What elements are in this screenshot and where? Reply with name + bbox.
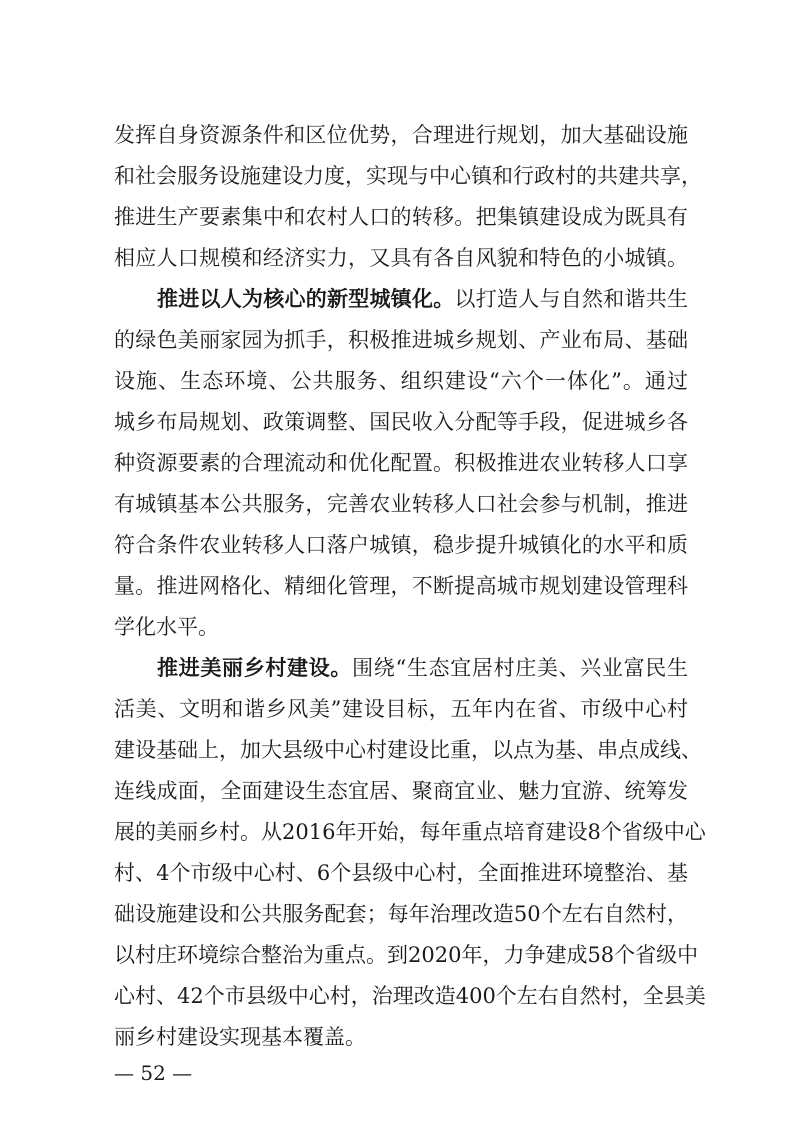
paragraph-3-line-1 <box>157 649 688 687</box>
paragraph-2-line-9: 学化水平。 <box>114 615 219 639</box>
paragraph-1-line-3: 推进生产要素集中和农村人口的转移。把集镇建设成为既具有 <box>114 205 688 229</box>
paragraph-3-line-9: 心村、42个市县级中心村，治理改造400个左右自然村，全县美 <box>114 984 706 1008</box>
paragraph-2-line-3: 设施、生态环境、公共服务、组织建设“六个一体化”。通过 <box>114 369 688 393</box>
paragraph-3-line-8: 以村庄环境综合整治为重点。到2020年，力争建成58个省级中 <box>114 943 699 967</box>
paragraph-2-line-7: 符合条件农业转移人口落户城镇，稳步提升城镇化的水平和质 <box>114 533 688 557</box>
paragraph-1-line-2: 和社会服务设施建设力度，实现与中心镇和行政村的共建共享， <box>114 164 702 188</box>
paragraph-3-line-1-text: 围绕“生态宜居村庄美、兴业富民生 <box>352 656 688 680</box>
paragraph-2-line-5: 种资源要素的合理流动和优化配置。积极推进农业转移人口享 <box>114 451 688 475</box>
paragraph-2-line-8: 量。推进网格化、精细化管理，不断提高城市规划建设管理科 <box>114 574 688 598</box>
paragraph-2-line-1 <box>157 280 688 318</box>
paragraph-3-line-2: 活美、文明和谐乡风美”建设目标，五年内在省、市级中心村 <box>114 697 688 721</box>
paragraph-2-line-1-text: 以打造人与自然和谐共生 <box>454 287 688 311</box>
paragraph-1-line-4: 相应人口规模和经济实力，又具有各自风貌和特色的小城镇。 <box>114 246 688 270</box>
paragraph-3-line-3: 建设基础上，加大县级中心村建设比重，以点为基、串点成线、 <box>114 738 702 762</box>
paragraph-3-line-10: 丽乡村建设实现基本覆盖。 <box>114 1025 366 1049</box>
paragraph-3-line-6: 村、4个市级中心村、6个县级中心村，全面推进环境整治、基 <box>114 861 688 885</box>
paragraph-2-line-4: 城乡布局规划、政策调整、国民收入分配等手段，促进城乡各 <box>114 410 688 434</box>
paragraph-3-line-5: 展的美丽乡村。从2016年开始，每年重点培育建设8个省级中心 <box>114 820 706 844</box>
paragraph-1-line-1: 发挥自身资源条件和区位优势，合理进行规划，加大基础设施 <box>114 123 688 147</box>
page-number: — 52 — <box>114 1061 193 1085</box>
paragraph-3-line-4: 连线成面，全面建设生态宜居、聚商宜业、魅力宜游、统筹发 <box>114 779 688 803</box>
paragraph-3-heading: 推进美丽乡村建设。 <box>157 655 353 680</box>
paragraph-3-line-7: 础设施建设和公共服务配套；每年治理改造50个左右自然村， <box>114 902 688 926</box>
paragraph-2-line-6: 有城镇基本公共服务，完善农业转移人口社会参与机制，推进 <box>114 492 688 516</box>
paragraph-2-heading: 推进以人为核心的新型城镇化。 <box>157 286 455 311</box>
paragraph-2-line-2: 的绿色美丽家园为抓手，积极推进城乡规划、产业布局、基础 <box>114 328 688 352</box>
